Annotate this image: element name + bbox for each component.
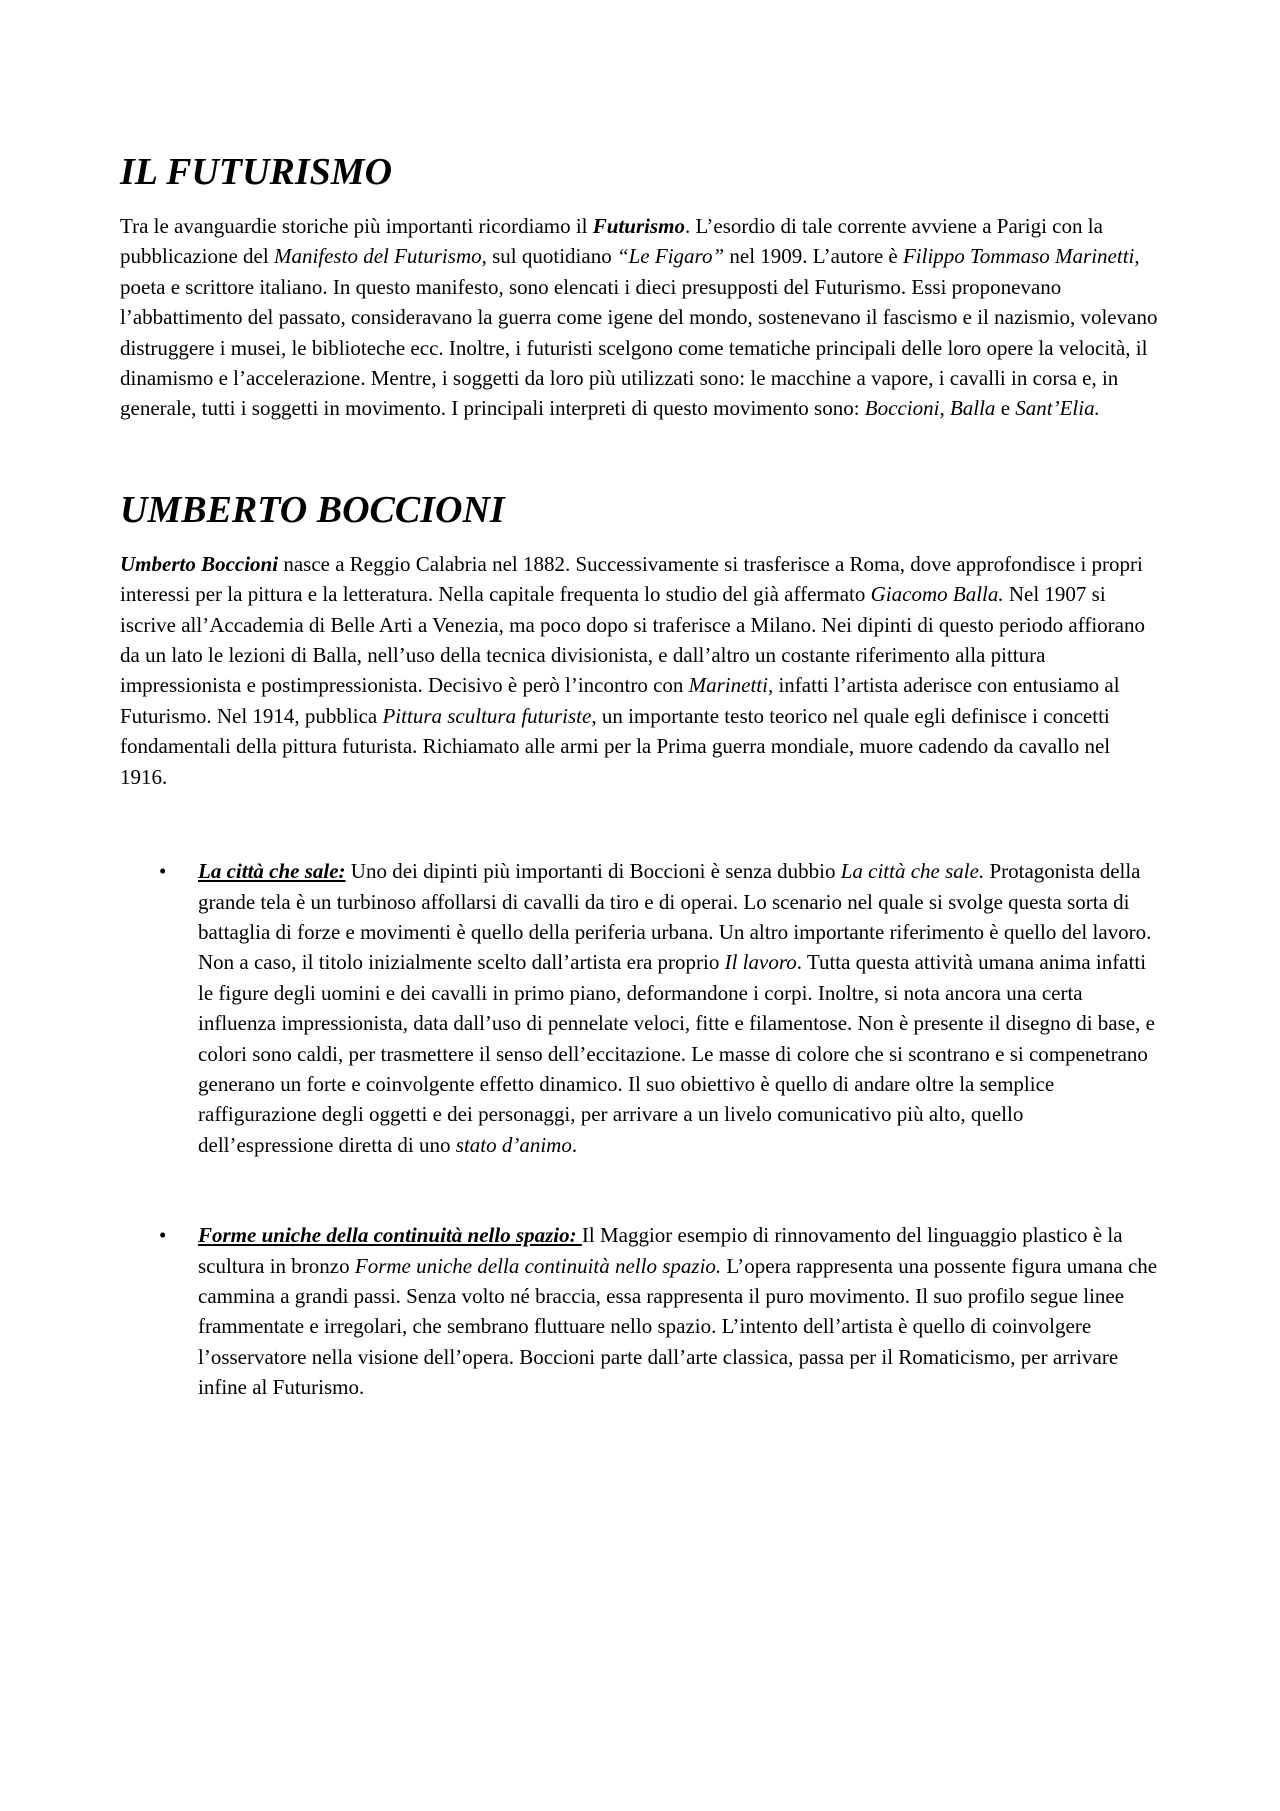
- name-boccioni: Boccioni: [864, 396, 940, 421]
- name-marinetti: Filippo Tommaso Marinetti: [902, 244, 1135, 269]
- text: L’opera rappresenta una possente figura umana che cammina a grandi passi. Senza volto né braccia, essa rappresenta il puro movimento. Il suo profilo segue linee frammentate e irregolari, che sembrano fluttuare nello spazio. L’intento dell’artista è quello di coinvolgere l’osservatore nella visione dell’opera. Boccioni parte dall’arte classica, passa per il Romaticismo, per arrivare infine al Futurismo.: [198, 1253, 1158, 1400]
- name-sant-elia: Sant’Elia.: [1015, 396, 1100, 421]
- name-marinetti: Marinetti: [688, 673, 768, 698]
- heading-futurismo: IL FUTURISMO: [120, 151, 393, 193]
- work-title: La città che sale.: [840, 859, 985, 884]
- work-title-lavoro: Il lavoro: [724, 950, 797, 975]
- text: Tra le avanguardie storiche più importanti ricordiamo il: [120, 214, 593, 238]
- name-giacomo-balla: Giacomo Balla.: [870, 582, 1004, 607]
- text: . Tutta questa attività umana anima infatti le figure degli uomini e dei cavalli in primo piano, deformandone i corpi. Inoltre, si nota ancora una certa influenza impressionista, data dall’uso di pennelate veloci, fitte e filamentose. Non è presente il disegno di base, e colori sono caldi, per trasmettere il senso dell’eccitazione. Le masse di colore che si scontrano e si compenetrano generano un forte e coinvolgente effetto dinamico. Il suo obiettivo è quello di andare oltre la semplice raffigurazione degli oggetti e dei personaggi, per arrivare a un livelo comunicativo più alto, quello dell’espressione diretta di uno: [198, 950, 1155, 1157]
- text: Nel 1907 si iscrive all’Accademia di Belle Arti a Venezia, ma poco dopo si traferisce a Milano. Nei dipinti di questo periodo affiorano da un lato le lezioni di Balla, nell’uso della tecnica divisionista, e dall’altro un costante riferimento alla pittura impressionista e postimpressionista. Decisivo è però l’incontro con: [120, 582, 1145, 698]
- work-title-lead: Forme uniche della continuità nello spazio:: [198, 1223, 582, 1248]
- title-manifesto: Manifesto del Futurismo: [273, 244, 482, 269]
- term-futurismo: Futurismo: [592, 214, 685, 238]
- text: Uno dei dipinti più importanti di Boccioni è senza dubbio: [345, 859, 841, 884]
- work-title: Forme uniche della continuità nello spazio.: [354, 1253, 722, 1278]
- text: ,: [939, 396, 950, 421]
- bullet-icon: •: [159, 859, 167, 884]
- name-umberto-boccioni: Umberto Boccioni: [120, 551, 279, 576]
- list-item-citta-che-sale: [120, 856, 1162, 1160]
- work-title-lead: La città che sale:: [198, 859, 346, 884]
- text: .: [571, 1132, 578, 1157]
- text: e: [995, 396, 1016, 421]
- paragraph-futurismo: [120, 211, 1162, 424]
- name-balla: Balla: [949, 396, 996, 421]
- works-list: [120, 856, 1162, 1403]
- text: , infatti l’artista aderisce con entusiamo al Futurismo. Nel 1914, pubblica: [120, 673, 1120, 728]
- bullet-icon: •: [159, 1223, 167, 1248]
- text: . L’esordio di tale corrente avviene a Parigi con la pubblicazione del: [120, 214, 1103, 269]
- title-le-figaro: “Le Figaro”: [616, 244, 725, 269]
- text: , poeta e scrittore italiano. In questo manifesto, sono elencati i dieci presupposti del Futurismo. Essi proponevano l’abbattimento del passato, consideravano la guerra come igene del mondo, sostenevano il fascismo e il nazismio, volevano distruggere i musei, le biblioteche ecc. Inoltre, i futuristi scelgono come tematiche principali delle loro opere la velocità, il dinamismo e l’accelerazione. Mentre, i soggetti da loro più utilizzati sono: le macchine a vapore, i cavalli in corsa e, in generale, tutti i soggetti in movimento. I principali interpreti di questo movimento sono:: [120, 244, 1158, 421]
- text: nasce a Reggio Calabria nel 1882. Successivamente si trasferisce a Roma, dove approfondisce i propri interessi per la pittura e la letteratura. Nella capitale frequenta lo studio del già affermato: [120, 551, 1143, 607]
- list-item-forme-uniche: [120, 1220, 1162, 1402]
- title-pittura-scultura: Pittura scultura futuriste: [382, 703, 592, 728]
- text: , sul quotidiano: [481, 244, 617, 269]
- text: Il Maggior esempio di rinnovamento del linguaggio plastico è la scultura in bronzo: [198, 1223, 1123, 1278]
- paragraph-boccioni: [120, 549, 1162, 792]
- text: nel 1909. L’autore è: [724, 244, 903, 269]
- term-stato-animo: stato d’animo: [455, 1132, 572, 1157]
- text: , un importante testo teorico nel quale egli definisce i concetti fondamentali della pittura futurista. Richiamato alle armi per la Prima guerra mondiale, muore cadendo da cavallo nel 1916.: [120, 703, 1111, 789]
- heading-boccioni: UMBERTO BOCCIONI: [120, 488, 505, 531]
- text: Protagonista della grande tela è un turbinoso affollarsi di cavalli da tiro e di operai. Lo scenario nel quale si svolge questa sorta di battaglia di forze e movimenti è quello della periferia urbana. Un altro importante riferimento è quello del lavoro. Non a caso, il titolo inizialmente scelto dall’artista era proprio: [198, 859, 1152, 975]
